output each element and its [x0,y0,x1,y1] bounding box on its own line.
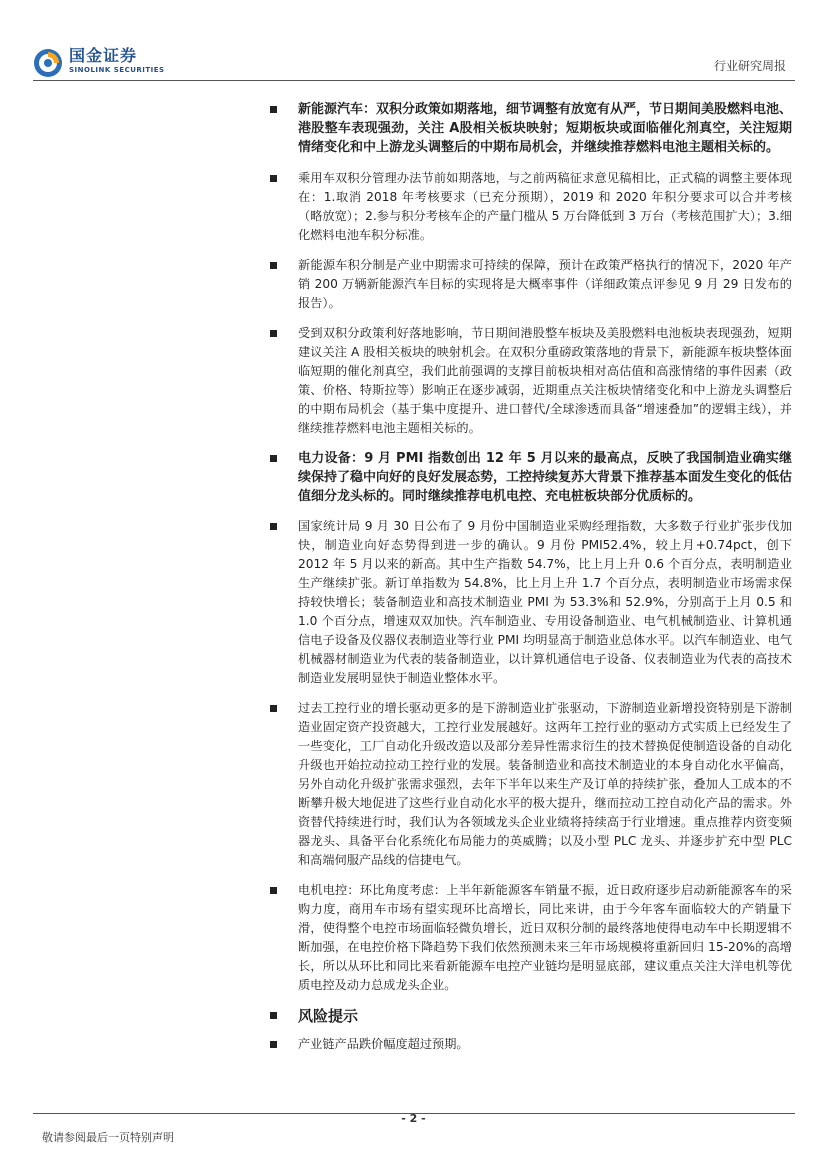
page-header [0,0,827,80]
section-heading [270,1006,792,1026]
square-bullet-icon [270,523,277,530]
paragraph-text: 风险提示 [298,1007,359,1026]
square-bullet-icon [270,887,277,894]
bullet-paragraph [270,881,792,995]
square-bullet-icon [270,455,277,462]
bullet-paragraph [270,449,792,507]
report-body [270,100,792,1065]
bullet-paragraph [270,100,792,158]
paragraph-text: 受到双积分政策利好落地影响，节日期间港股整车板块及美股燃料电池板块表现强劲，短期建议关注 A 股相关板块的映射机会。在双积分重磅政策落地的背景下，新能源车板块整体面临短期的催化剂真空，我们此前强调的支撑目前板块相对高估值和高涨情绪的事件因素（政策、价格、特斯拉等）影响正在逐步减弱，近期重点关注板块情绪变化和中上游龙头调整后的中期布局机会（基于集中度提升、进口替代/全球渗透而具备“增速叠加”的逻辑主线），并继续推荐燃料电池主题相关标的。 [298,325,792,435]
header-divider [33,80,795,81]
bullet-paragraph [270,169,792,245]
paragraph-text: 新能源汽车：双积分政策如期落地，细节调整有放宽有从严，节日期间美股燃料电池、港股整车表现强劲，关注 A股相关板块映射；短期板块或面临催化剂真空，关注短期情绪变化和中上游龙头调整后的中期布局机会，并继续推荐燃料电池主题相关标的。 [298,102,793,156]
sinolink-logo-icon [33,48,63,78]
paragraph-text: 产业链产品跌价幅度超过预期。 [298,1037,469,1052]
paragraph-text: 电力设备：9 月 PMI 指数创出 12 年 5 月以来的最高点，反映了我国制造业确实继续保持了稳中向好的良好发展态势，工控持续复苏大背景下推荐基本面发生变化的低估值细分龙头标的。同时继续推荐电机电控、充电桩板块部分优质标的。 [298,450,793,505]
bullet-paragraph [270,699,792,870]
paragraph-text: 国家统计局 9 月 30 日公布了 9 月份中国制造业采购经理指数，大多数子行业扩张步伐加快，制造业向好态势得到进一步的确认。9 月份 PMI52.4%，较上月+0.74pct，创下 2012 年 5 月以来的新高。其中生产指数 54.7%，比上月上升 0.6 个百分点，表明制造业生产继续扩张。新订单指数为 54.8%，比上月上升 1.7 个百分点，表明制造业市场需求保持较快增长；装备制造业和高技术制造业 PMI 为 53.3%和 52.9%，分别高于上月 0.5 和 1.0 个百分点，增速双双加快。汽车制造业、专用设备制造业、电气机械制造业、计算机通信电子设备及仪器仪表制造业等行业 PMI 均明显高于制造业总体水平。以汽车制造业、电气机械器材制造业为代表的装备制造业，以计算机通信电子设备、仪表制造业为代表的高技术制造业发展明显快于制造业整体水平。 [298,519,792,686]
bullet-paragraph [270,324,792,438]
bullet-paragraph [270,1035,792,1054]
paragraph-text: 过去工控行业的增长驱动更多的是下游制造业扩张驱动，下游制造业新增投资特别是下游制造业固定资产投资越大，工控行业发展越好。这两年工控行业的驱动方式实质上已经发生了一些变化，工厂自动化升级改造以及部分差异性需求衍生的技术替换促使制造设备的自动化升级也开始拉动拉动工控行业的发展。装备制造业和高技术制造业的本身自动化水平偏高，另外自动化升级扩张需求强烈，去年下半年以来生产及订单的持续扩张，叠加人工成本的不断攀升极大地促进了这些行业自动化水平的极大提升，继而拉动工控自动化产品的需求。外资替代持续进行时，我们认为各领域龙头企业业绩将持续高于行业增速。重点推荐内资变频器龙头、具备平台化系统化布局能力的英威腾；以及小型 PLC 龙头、并逐步扩充中型 PLC 和高端伺服产品线的信捷电气。 [298,701,792,868]
paragraph-text: 电机电控：环比角度考虑：上半年新能源客车销量不振，近日政府逐步启动新能源客车的采购力度，商用车市场有望实现环比高增长，同比来讲，由于今年客车面临较大的产销量下滑，使得整个电控市场面临轻微负增长，近日双积分制的最终落地使得电动车中长期逻辑不断加强，在电控价格下降趋势下我们依然预测未来三年市场规模将重新回归 15-20%的高增长，所以从环比和同比来看新能源车电控产业链均是明显底部，建议重点关注大洋电机等优质电控及动力总成龙头企业。 [298,883,792,993]
square-bullet-icon [270,1012,277,1019]
square-bullet-icon [270,330,277,337]
square-bullet-icon [270,106,277,113]
bullet-paragraph [270,256,792,313]
paragraph-text: 新能源车积分制是产业中期需求可持续的保障，预计在政策严格执行的情况下，2020 年产销 200 万辆新能源汽车目标的实现将是大概率事件（详细政策点评参见 9 月 29 日发布的报告）。 [298,257,792,310]
square-bullet-icon [270,175,277,182]
square-bullet-icon [270,262,277,269]
disclaimer-note: 敬请参阅最后一页特别声明 [42,1131,174,1144]
paragraph-text: 乘用车双积分管理办法节前如期落地，与之前两稿征求意见稿相比，正式稿的调整主要体现在：1.取消 2018 年考核要求（已充分预期），2019 和 2020 年积分要求可以合并考核（略放宽）；2.参与积分考核车企的产量门槛从 5 万台降低到 3 万台（考核范围扩大）；3.细化燃料电池车积分标准。 [298,170,792,242]
page-number: - 2 - [401,1112,426,1125]
square-bullet-icon [270,705,277,712]
logo-text-cn: 国金证券 [69,46,138,65]
bullet-paragraph [270,517,792,688]
square-bullet-icon [270,1041,277,1048]
report-type-label: 行业研究周报 [713,59,786,73]
logo-text-en: SINOLINK SECURITIES [69,66,165,74]
